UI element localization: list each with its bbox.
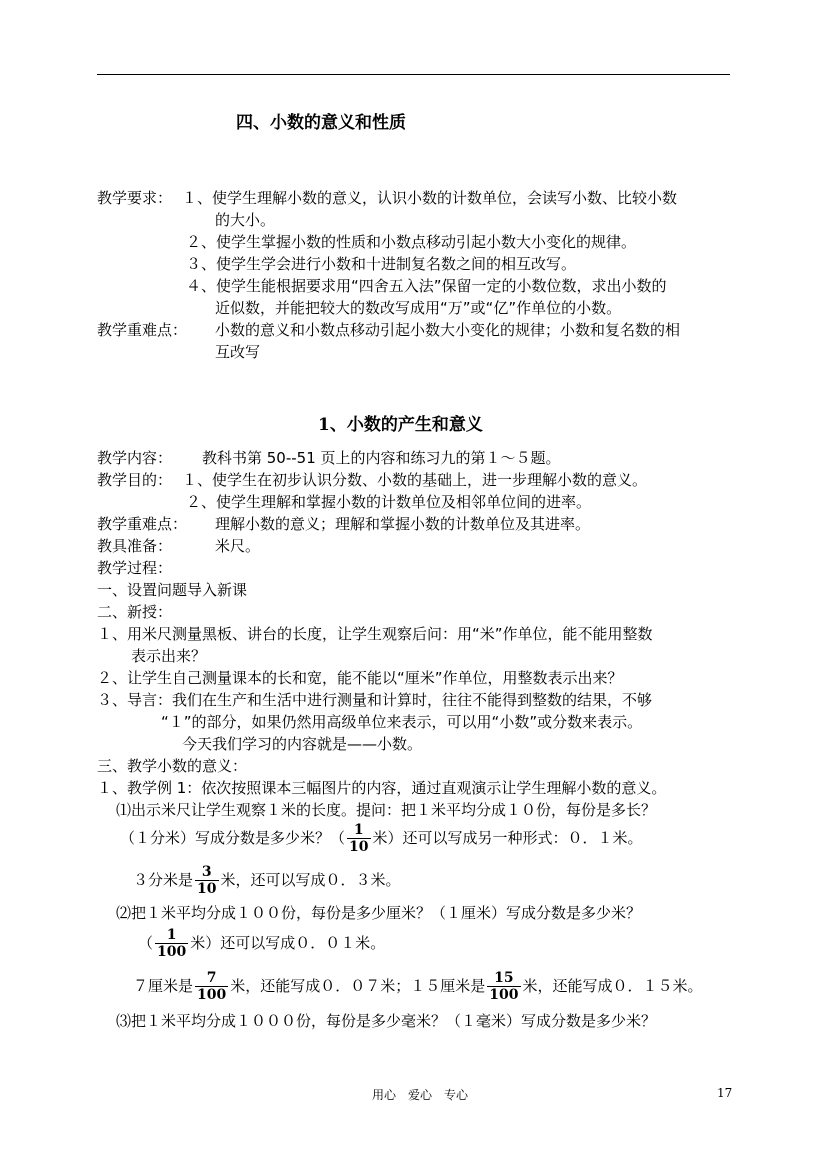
content-text: 教科书第 50--51 页上的内容和练习九的第１～５题。	[202, 449, 561, 467]
key-label: 教学重难点：	[97, 321, 188, 339]
key-text-2: 互改写	[215, 343, 261, 361]
fraction-15-100: $\frac{15}{100}$	[489, 970, 519, 1003]
req-line-1: １、使学生理解小数的意义，认识小数的计数单位，会读写小数、比较小数	[182, 189, 678, 207]
item-a3: ３分米是 $\frac{3}{10}$ 米，还可以写成０．３米。	[133, 864, 401, 897]
header-rule	[97, 74, 730, 75]
para-3: ３、导言：我们在生产和生活中进行测量和计算时，往往不能得到整数的结果，不够	[97, 691, 653, 709]
key2-label: 教学重难点：	[97, 515, 188, 533]
chapter-title: 四、小数的意义和性质	[236, 113, 406, 133]
item-b1: ⑵把１米平均分成１００份，每份是多少厘米？（１厘米）写成分数是多少米？	[116, 904, 642, 922]
para-1: １、用米尺测量黑板、讲台的长度，让学生观察后问：用“米”作单位，能不能用整数	[97, 625, 653, 643]
tools-label: 教具准备：	[97, 537, 173, 555]
goal-label: 教学目的：	[97, 471, 173, 489]
req-line-1b: 的大小。	[215, 211, 276, 229]
fraction-1-100: $\frac{1}{100}$	[157, 927, 187, 960]
fraction-1-10: $\frac{1}{10}$	[349, 822, 369, 855]
req-line-4: ４、使学生能根据要求用“四舍五入法”保留一定的小数位数，求出小数的	[186, 277, 667, 295]
para-3c: 今天我们学习的内容就是——小数。	[182, 735, 423, 753]
example-1: １、教学例 1：依次按照课本三幅图片的内容，通过直观演示让学生理解小数的意义。	[97, 779, 667, 797]
req-label: 教学要求：	[97, 189, 173, 207]
item-b3: ７厘米是 $\frac{7}{100}$ 米，还能写成０．０７米；１５厘米是 $\frac{15}{100}$ 米，还能写成０．１５米。	[133, 970, 703, 1003]
item-a1: ⑴出示米尺让学生观察１米的长度。提问：把１米平均分成１０份，每份是多长？	[116, 801, 657, 819]
key-text: 小数的意义和小数点移动引起小数大小变化的规律；小数和复名数的相	[215, 321, 681, 339]
section-title: 1、小数的产生和意义	[318, 415, 483, 435]
goal-line-2: ２、使学生理解和掌握小数的计数单位及相邻单位间的进率。	[186, 493, 592, 511]
fraction-7-100: $\frac{7}{100}$	[197, 970, 227, 1003]
para-1b: 表示出来？	[131, 647, 207, 665]
req-line-4b: 近似数，并能把较大的数改写成用“万”或“亿”作单位的小数。	[215, 299, 622, 317]
key2-text: 理解小数的意义；理解和掌握小数的计数单位及其进率。	[215, 515, 591, 533]
step-1: 一、设置问题导入新课	[97, 581, 248, 599]
item-b2: （ $\frac{1}{100}$ 米）还可以写成０．０１米。	[138, 927, 386, 960]
req-line-3: ３、使学生学会进行小数和十进制复名数之间的相互改写。	[186, 255, 577, 273]
para-3b: “１”的部分，如果仍然用高级单位来表示，可以用“小数”或分数来表示。	[161, 713, 643, 731]
step-2: 二、新授：	[97, 603, 173, 621]
step-3: 三、教学小数的意义：	[97, 757, 248, 775]
item-a2: （１分米）写成分数是多少米？（ $\frac{1}{10}$ 米）还可以写成另一种形式：０．１米。	[120, 822, 643, 855]
content-label: 教学内容：	[97, 449, 173, 467]
footer-motto: 用心 爱心 专心	[372, 1088, 469, 1102]
goal-line-1: １、使学生在初步认识分数、小数的基础上，进一步理解小数的意义。	[182, 471, 648, 489]
para-2: ２、让学生自己测量课本的长和宽，能不能以“厘米”作单位，用整数表示出来？	[97, 669, 623, 687]
tools-text: 米尺。	[215, 537, 261, 555]
process-label: 教学过程：	[97, 559, 173, 577]
item-c1: ⑶把１米平均分成１０００份，每份是多少毫米？（１毫米）写成分数是多少米？	[116, 1012, 657, 1030]
req-line-2: ２、使学生掌握小数的性质和小数点移动引起小数大小变化的规律。	[186, 233, 637, 251]
page-number: 17	[717, 1086, 733, 1100]
fraction-3-10: $\frac{3}{10}$	[197, 864, 217, 897]
